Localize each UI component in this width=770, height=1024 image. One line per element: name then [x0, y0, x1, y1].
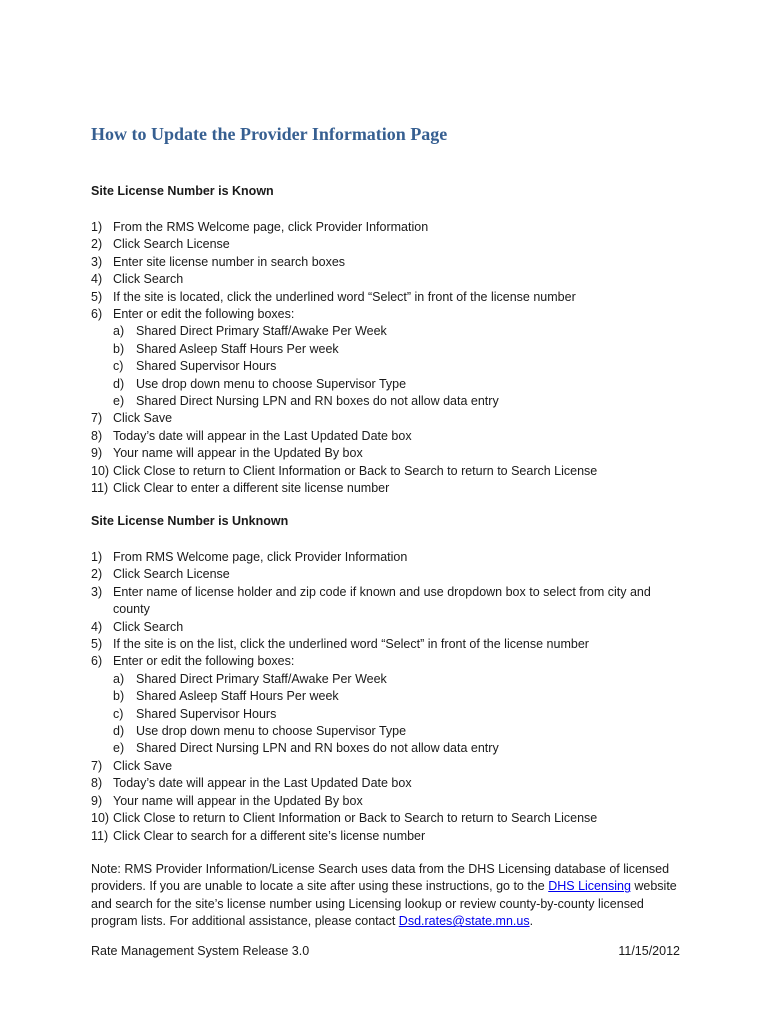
note-text-1: Note: RMS Provider Information/License Search uses data from the DHS Licensing database of licensed providers. If you are unable to locate a site after using these instructions, go to the — [91, 862, 670, 894]
list-item — [91, 775, 691, 792]
list-item — [91, 566, 691, 583]
steps-list-unknown — [91, 549, 691, 845]
note-text-3: . — [529, 914, 534, 929]
item-text: Use drop down menu to choose Supervisor Type — [136, 376, 407, 391]
item-text: If the site is located, click the underlined word “Select” in front of the license number — [113, 289, 576, 304]
item-number: 9) — [91, 793, 103, 808]
steps-list-known — [91, 219, 691, 498]
sub-list-item — [91, 740, 691, 757]
item-number: 8) — [91, 776, 103, 791]
sub-list-item — [91, 358, 691, 375]
item-number: 1) — [91, 550, 103, 564]
item-text: Click Clear to search for a different site’s license number — [113, 828, 426, 843]
sub-list-item — [91, 688, 691, 705]
list-item — [91, 410, 691, 427]
item-text: Shared Asleep Staff Hours Per week — [136, 689, 339, 704]
item-text: Your name will appear in the Updated By box — [113, 446, 363, 461]
item-number: 10) — [91, 811, 110, 826]
item-letter: c) — [113, 359, 124, 374]
item-number: 6) — [91, 654, 103, 669]
item-text: Shared Direct Primary Staff/Awake Per Week — [136, 324, 387, 339]
item-letter: b) — [113, 341, 125, 356]
list-item — [91, 758, 691, 775]
item-number: 2) — [91, 567, 103, 582]
email-link[interactable]: Dsd.rates@state.mn.us — [398, 914, 530, 929]
section-heading-known: Site License Number is Known — [91, 184, 274, 198]
item-letter: e) — [113, 741, 125, 756]
item-number: 3) — [91, 254, 103, 269]
item-text: Click Search License — [113, 237, 230, 252]
list-item — [91, 428, 691, 445]
list-item — [91, 653, 691, 670]
item-number: 7) — [91, 411, 103, 426]
sub-list-item — [91, 323, 691, 340]
item-number: 11) — [91, 481, 109, 496]
list-item — [91, 289, 691, 306]
sub-list-item — [91, 706, 691, 723]
item-letter: d) — [113, 724, 125, 739]
item-text: Use drop down menu to choose Supervisor Type — [136, 724, 407, 739]
item-number: 3) — [91, 584, 103, 599]
item-text: Shared Direct Primary Staff/Awake Per Week — [136, 671, 387, 686]
list-item — [91, 549, 691, 566]
item-text: Click Search — [113, 272, 184, 287]
list-item — [91, 445, 691, 462]
list-item — [91, 619, 691, 636]
item-text: Your name will appear in the Updated By box — [113, 793, 363, 808]
footer-release: Rate Management System Release 3.0 — [91, 944, 310, 958]
item-text: Click Close to return to Client Information or Back to Search to return to Search License — [113, 463, 598, 478]
note-text-2: website and search for the site’s license number using Licensing lookup or review county-by-county licensed program lists. For additional assistance, please contact — [91, 879, 677, 929]
item-number: 6) — [91, 307, 103, 322]
item-text: Enter site license number in search boxes — [113, 254, 346, 269]
item-text: Click Clear to enter a different site license number — [113, 481, 390, 496]
item-text: Shared Supervisor Hours — [136, 706, 277, 721]
list-item — [91, 254, 691, 271]
list-item — [91, 480, 691, 497]
item-text: Shared Direct Nursing LPN and RN boxes do not allow data entry — [136, 741, 499, 756]
item-number: 5) — [91, 289, 103, 304]
item-text: Enter or edit the following boxes: — [113, 654, 295, 669]
list-item — [91, 271, 691, 288]
item-text: Click Save — [113, 758, 173, 773]
sub-list-item — [91, 376, 691, 393]
list-item — [91, 584, 691, 619]
item-number: 1) — [91, 220, 103, 234]
item-text: Shared Supervisor Hours — [136, 359, 277, 374]
item-number: 4) — [91, 272, 103, 287]
footer-date: 11/15/2012 — [618, 944, 680, 958]
item-text: From the RMS Welcome page, click Provider Information — [113, 220, 429, 234]
item-text: Enter name of license holder and zip code if known and use dropdown box to select from city and county — [113, 584, 651, 617]
list-item — [91, 810, 691, 827]
item-number: 10) — [91, 463, 110, 478]
list-item — [91, 236, 691, 253]
list-item — [91, 463, 691, 480]
item-number: 7) — [91, 758, 103, 773]
list-item — [91, 636, 691, 653]
item-letter: d) — [113, 376, 125, 391]
section-heading-unknown: Site License Number is Unknown — [91, 514, 289, 528]
sub-list-item — [91, 723, 691, 740]
list-item — [91, 828, 691, 845]
item-letter: c) — [113, 706, 124, 721]
item-text: Enter or edit the following boxes: — [113, 307, 295, 322]
note-paragraph — [91, 861, 681, 931]
item-number: 5) — [91, 637, 103, 652]
sub-list-item — [91, 671, 691, 688]
item-number: 8) — [91, 428, 103, 443]
item-letter: b) — [113, 689, 125, 704]
item-text: Today’s date will appear in the Last Updated Date box — [113, 776, 412, 791]
item-text: Click Search License — [113, 567, 230, 582]
item-text: Shared Direct Nursing LPN and RN boxes do not allow data entry — [136, 394, 499, 409]
item-text: Click Close to return to Client Information or Back to Search to return to Search License — [113, 811, 598, 826]
item-number: 4) — [91, 619, 103, 634]
item-text: From RMS Welcome page, click Provider Information — [113, 550, 408, 564]
item-number: 2) — [91, 237, 103, 252]
page-title: How to Update the Provider Information Page — [91, 124, 448, 144]
item-text: Click Search — [113, 619, 184, 634]
item-letter: e) — [113, 394, 125, 409]
item-text: Today’s date will appear in the Last Updated Date box — [113, 428, 412, 443]
item-letter: a) — [113, 324, 125, 339]
sub-list-item — [91, 393, 691, 410]
sub-list-item — [91, 341, 691, 358]
item-text: Shared Asleep Staff Hours Per week — [136, 341, 339, 356]
list-item — [91, 219, 691, 236]
item-letter: a) — [113, 671, 125, 686]
list-item — [91, 306, 691, 323]
item-number: 11) — [91, 828, 109, 843]
item-number: 9) — [91, 446, 103, 461]
dhs-licensing-link[interactable]: DHS Licensing — [548, 879, 631, 894]
list-item — [91, 793, 691, 810]
item-text: Click Save — [113, 411, 173, 426]
item-text: If the site is on the list, click the underlined word “Select” in front of the license number — [113, 637, 589, 652]
